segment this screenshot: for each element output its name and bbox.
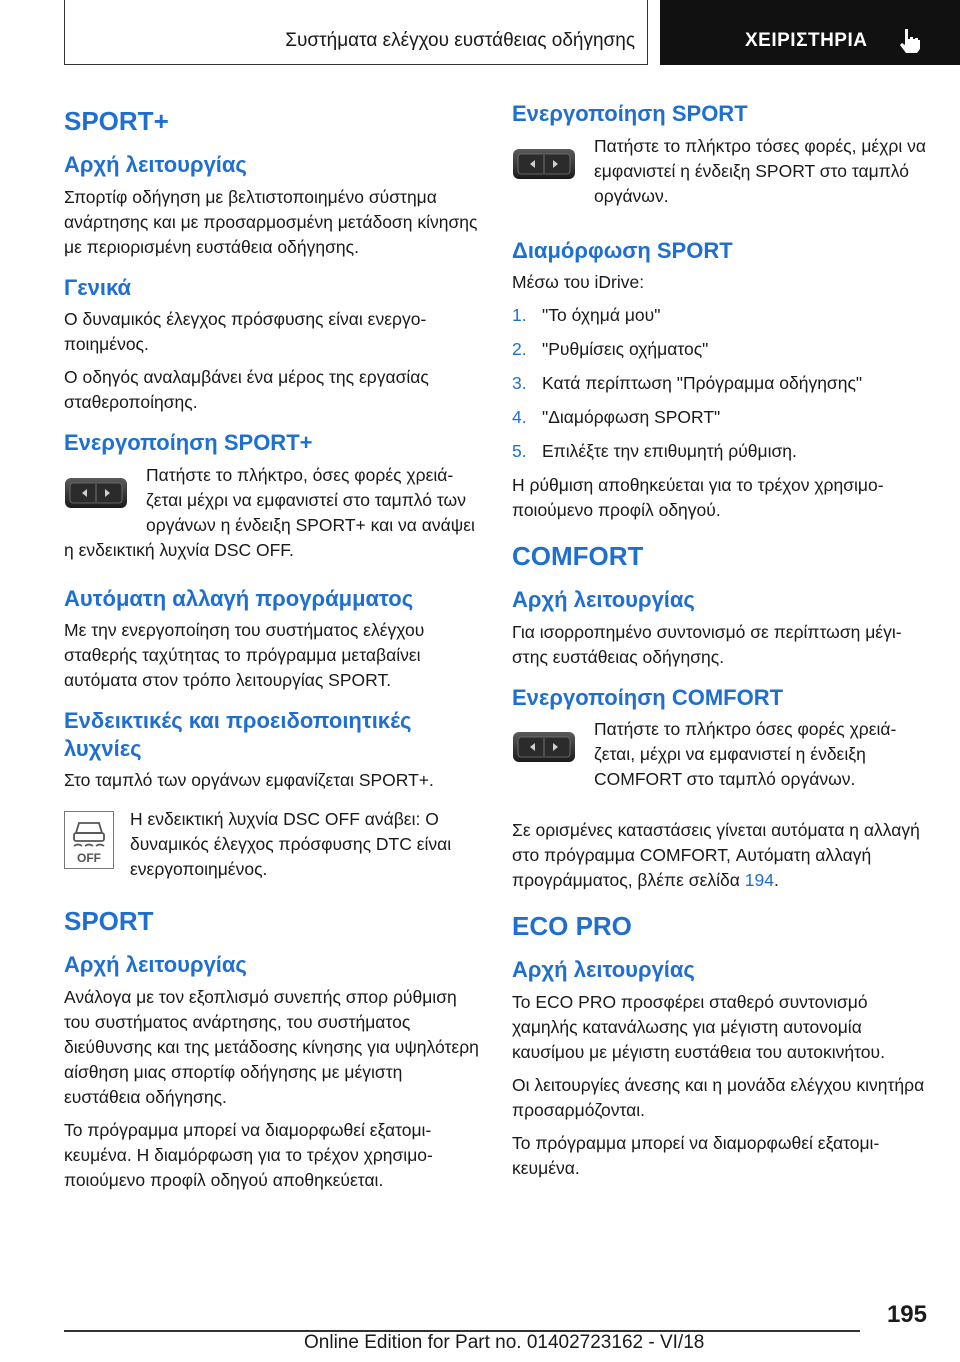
sport-config-intro: Μέσω του iDrive: [512,272,645,292]
sport-principle-heading: Αρχή λειτουργίας [64,952,247,978]
header-section-box [64,0,648,65]
sport-activation-block [512,134,928,217]
dsc-off-warning-block [64,807,480,890]
page-number: 195 [886,1301,927,1328]
comfort-activation-block [512,717,928,800]
page-reference-link[interactable]: 194 [744,870,774,891]
sport-principle-text: Ανάλογα με τον εξοπλισμό συνεπής σπορ ρύθμιση του συστήματος ανάρτησης, του συστήματος διεύθυνσης και της μετάδοσης κίνησης για υψηλότερη αίσθηση μιας σπορτίφ οδήγησης με μέγιστη ευστάθεια οδήγησης. [64,986,479,1107]
comfort-activation-heading: Ενεργοποίηση COMFORT [512,684,784,710]
sport-config-note: Η ρύθμιση αποθηκεύεται για το τρέχον χρησιμοποιούμενο προφίλ οδηγού. [512,475,884,520]
sport-plus-general-text-1: Ο δυναμικός έλεγχος πρόσφυσης είναι ενεργοποιημένος. [64,309,427,355]
left-column [64,98,480,1201]
list-item: 3. Κατά περίπτωση "Πρόγραμμα οδήγησης" [512,373,863,393]
sport-plus-general-text-2: Ο οδηγός αναλαμβάνει ένα μέρος της εργασίας σταθεροποίησης. [64,367,429,413]
sport-plus-principle-heading: Αρχή λειτουργίας [64,152,247,178]
auto-change-heading: Αυτόματη αλλαγή προγράμματος [64,585,414,611]
comfort-principle-heading: Αρχή λειτουργίας [512,587,695,613]
sport-activation-heading: Ενεργοποίηση SPORT [512,101,748,126]
sport-plus-activation-heading: Ενεργοποίηση SPORT+ [64,430,313,456]
comfort-principle-text: Για ισορροπημένο συντονισμό σε περίπτωση μέγιστης ευστάθειας οδήγησης. [512,621,902,667]
sport-plus-activation-block [64,463,480,571]
sport-activation-text: Πατήστε το πλήκτρο τόσες φορές, μέχρι να εμφανιστεί η ένδειξη SPORT στο ταμπλό οργάνων. [594,135,926,206]
eco-pro-title: ECO PRO [512,911,632,942]
list-item: 2. "Ρυθμίσεις οχήματος" [512,339,709,359]
dsc-off-icon [64,811,114,869]
dsc-off-warning-text: Η ενδεικτική λυχνία DSC OFF ανάβει: Ο δυναμικός έλεγχος πρόσφυσης DTC είναι ενεργοποιημένος. [130,809,452,880]
sport-plus-title: SPORT+ [64,106,169,136]
eco-pro-text-1: Το ECO PRO προσφέρει σταθερό συντονισμό χαμηλής κατανάλωσης για μέγιστη αυτονομία καυσίμου με μέγιστη ευστάθεια του αυτοκινήτου. [512,991,885,1062]
eco-pro-text-2: Οι λειτουργίες άνεσης και η μονάδα ελέγχου κινητήρα προσαρμόζονται. [512,1074,925,1120]
list-item: 1. "Το όχημά μου" [512,305,661,325]
sport-custom-text: Το πρόγραμμα μπορεί να διαμορφωθεί εξατομικευμένα. Η διαμόρφωση για το τρέχον χρησιμοποιούμενο προφίλ οδηγού αποθηκεύεται. [64,1119,433,1190]
eco-pro-principle-heading: Αρχή λειτουργίας [512,957,695,983]
comfort-auto-text: Σε ορισμένες καταστάσεις γίνεται αυτόματα η αλλαγή στο πρόγραμμα COMFORT, Αυτόματη αλλαγή προγράμματος, βλέπε σελίδα 194. [512,820,920,891]
driving-mode-switch-icon [512,729,576,765]
sport-plus-activation-text: Πατήστε το πλήκτρο, όσες φορές χρειάζεται μέχρι να εμφανιστεί στο ταμπλό των οργάνων η ένδειξη SPORT+ και να ανάψει η ενδεικτική λυχνία DSC OFF. [64,464,475,560]
dsc-off-icon-label: OFF [77,851,101,866]
sport-config-heading: Διαμόρφωση SPORT [512,237,733,263]
auto-change-text: Με την ενεργοποίηση του συστήματος ελέγχου σταθερής ταχύτητας το πρόγραμμα μεταβαίνει αυτόματα στον τρόπο λειτουργίας SPORT. [64,620,425,691]
driving-mode-switch-icon [512,146,576,182]
section-title: Συστήματα ελέγχου ευστάθειας οδήγησης [285,30,635,51]
eco-pro-text-3: Το πρόγραμμα μπορεί να διαμορφωθεί εξατομικευμένα. [512,1132,880,1178]
comfort-activation-text: Πατήστε το πλήκτρο όσες φορές χρειάζεται, μέχρι να εμφανιστεί η ένδειξη COMFORT στο ταμπλό οργάνων. [594,719,897,790]
footer-edition: Online Edition for Part no. 01402723162 - VI/18 [304,1332,705,1353]
lights-heading: Ενδεικτικές και προειδοποιητικές λυχνίες [64,708,412,761]
lights-text: Στο ταμπλό των οργάνων εμφανίζεται SPORT+. [64,770,434,791]
right-column [512,98,928,1189]
header-manual-tab [660,0,960,65]
sport-config-steps [512,303,928,464]
sport-plus-general-heading: Γενικά [64,274,132,300]
hand-pointer-icon [896,26,924,54]
list-item: 4. "Διαμόρφωση SPORT" [512,407,721,427]
sport-plus-principle-text: Σπορτίφ οδήγηση με βελτιστοποιημένο σύστημα ανάρτησης και με προσαρμοσμένη μετάδοση κίνησης με περιορισμένη ευστάθεια οδήγησης. [64,186,478,257]
manual-label: ΧΕΙΡΙΣΤΗΡΙΑ [745,30,868,51]
comfort-title: COMFORT [512,541,644,571]
sport-title: SPORT [64,906,154,937]
driving-mode-switch-icon [64,475,128,511]
list-item: 5. Επιλέξτε την επιθυμητή ρύθμιση. [512,441,797,461]
